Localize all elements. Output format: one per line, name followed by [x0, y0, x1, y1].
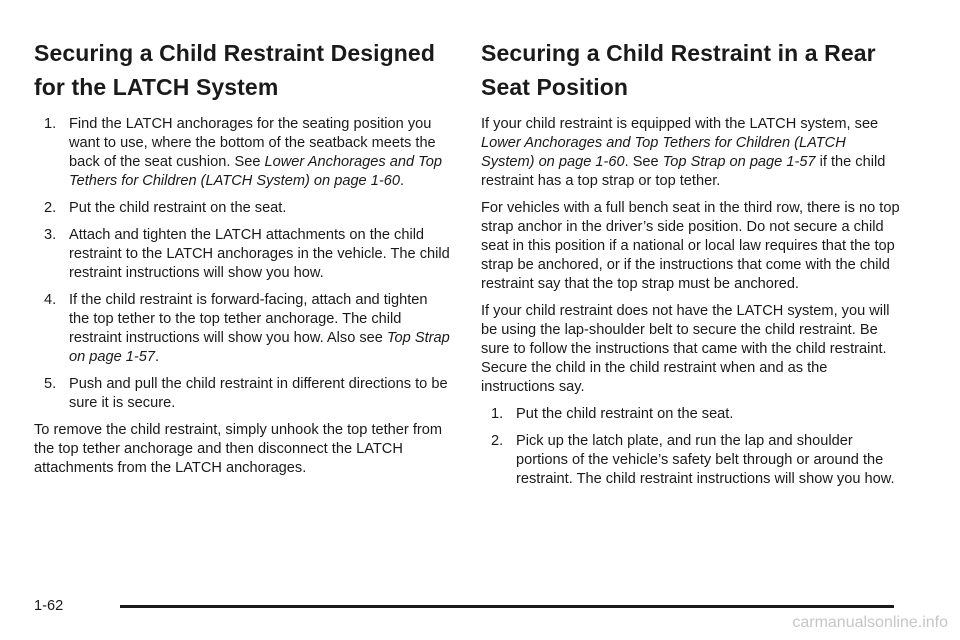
step-number: 1.: [491, 406, 504, 422]
step-number: 3.: [44, 227, 57, 243]
text-run: For vehicles with a full bench seat in the third row, there is no top strap anchor in the driver’s side position. Do not secure a child seat in this position if a national or local law requires that the top strap be anchored, or if the instructions that come with the child restraint say that the top strap must be anchored.: [481, 200, 900, 292]
text-run: Find the LATCH anchorages for the seating position you want to use, where the bottom of the seatback meets the back of the seat cushion. See: [69, 116, 436, 170]
step-item: [44, 375, 450, 413]
cross-reference: Lower Anchorages and Top Tethers for Children (LATCH System) on page 1-60: [481, 135, 846, 170]
body-paragraph: [481, 115, 901, 191]
step-number: 2.: [44, 200, 57, 216]
step-number: 1.: [44, 116, 57, 132]
text-run: Pick up the latch plate, and run the lap and shoulder portions of the vehicle’s safety belt through or around the restraint. The child restraint instructions will show you how.: [516, 433, 895, 487]
text-run: If your child restraint does not have the LATCH system, you will be using the lap-shoulder belt to secure the child restraint. Be sure to follow the instructions that came with the child restraint. Secure the child in the child restraint when and as the instructions say.: [481, 303, 890, 395]
body-paragraph: [481, 199, 901, 294]
body-paragraph: [481, 302, 901, 397]
text-run: If your child restraint is equipped with the LATCH system, see: [481, 116, 879, 132]
step-number: 2.: [491, 433, 504, 449]
text-run: .: [399, 173, 405, 189]
footer-rule: [120, 605, 894, 608]
left-closing-paragraph: To remove the child restraint, simply unhook the top tether from the top tether anchorage and then disconnect the LATCH attachments from the LATCH anchorages.: [34, 422, 443, 476]
left-column: [34, 36, 450, 486]
page-number: 1-62: [34, 598, 64, 614]
right-steps-list: [481, 405, 901, 489]
right-section-title: Securing a Child Restraint in a Rear Seat Position: [481, 40, 876, 100]
right-column: [481, 36, 901, 497]
text-run: . See: [624, 154, 663, 170]
watermark-text: carmanualsonline.info: [792, 614, 948, 631]
cross-reference: Top Strap on page 1-57: [69, 330, 450, 365]
step-item: [44, 291, 450, 367]
text-run: Push and pull the child restraint in different directions to be sure it is secure.: [69, 376, 448, 411]
cross-reference: Lower Anchorages and Top Tethers for Children (LATCH System) on page 1-60: [69, 154, 442, 189]
step-item: [491, 405, 901, 424]
text-run: Put the child restraint on the seat.: [516, 406, 734, 422]
step-number: 4.: [44, 292, 57, 308]
step-item: [491, 432, 901, 489]
left-steps-list: [34, 115, 450, 413]
text-run: If the child restraint is forward-facing, attach and tighten the top tether to the top tether anchorage. The child restraint instructions will show you how. Also see: [69, 292, 428, 346]
step-item: [44, 199, 450, 218]
cross-reference: Top Strap on page 1-57: [662, 154, 816, 170]
text-run: Attach and tighten the LATCH attachments on the child restraint to the LATCH anchorages in the vehicle. The child restraint instructions will show you how.: [69, 227, 450, 281]
step-item: [44, 226, 450, 283]
left-section-title: Securing a Child Restraint Designed for the LATCH System: [34, 40, 435, 100]
step-item: [44, 115, 450, 191]
right-paragraphs: [481, 115, 901, 397]
page-footer: [34, 594, 894, 618]
text-run: .: [155, 349, 160, 365]
text-run: if the child restraint has a top strap or top tether.: [481, 154, 886, 189]
text-run: Put the child restraint on the seat.: [69, 200, 287, 216]
step-number: 5.: [44, 376, 57, 392]
